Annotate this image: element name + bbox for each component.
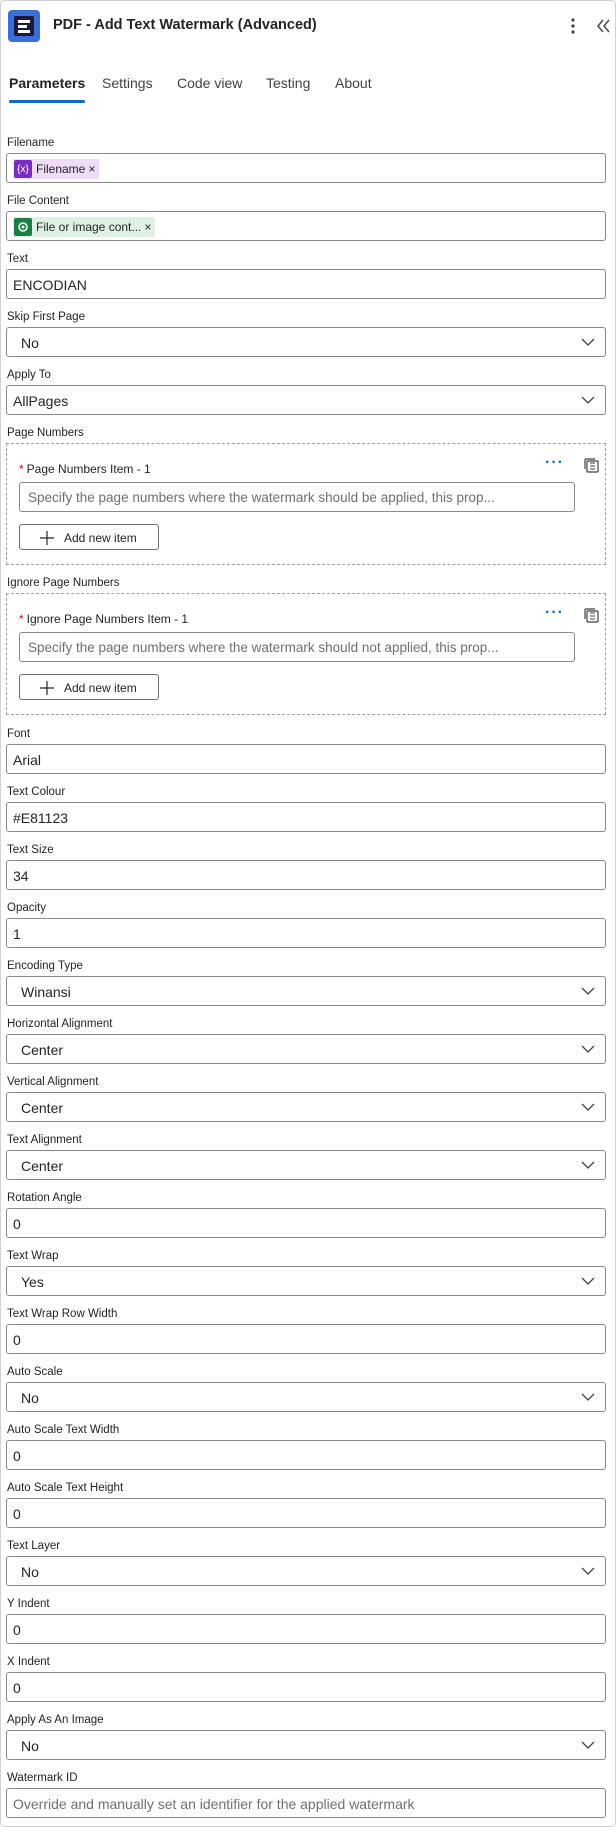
tab-about[interactable]: About: [335, 75, 372, 91]
selected-value: Center: [21, 1158, 64, 1174]
chevron-down-icon: [581, 1392, 595, 1402]
text-layer-label: Text Layer: [7, 1540, 61, 1552]
apply-to-label: Apply To: [7, 369, 51, 381]
auto-scale-text-width-input[interactable]: [6, 1440, 606, 1470]
x-indent-value: 0: [13, 1680, 21, 1696]
selected-value: No: [21, 1738, 39, 1754]
apply-as-image-select[interactable]: [6, 1730, 606, 1760]
file-content-token[interactable]: [13, 217, 155, 237]
chevron-down-icon: [581, 1044, 595, 1054]
switch-to-array-icon[interactable]: [583, 456, 601, 474]
selected-value: No: [21, 1390, 39, 1406]
auto-scale-label: Auto Scale: [7, 1366, 63, 1378]
filename-field[interactable]: [6, 153, 606, 183]
more-options-icon[interactable]: ···: [545, 454, 564, 471]
ignore-page-numbers-group: [6, 593, 606, 715]
y-indent-value: 0: [13, 1622, 21, 1638]
auto-scale-text-height-label: Auto Scale Text Height: [7, 1482, 124, 1494]
selected-value: Yes: [21, 1274, 44, 1290]
more-vertical-icon[interactable]: [567, 16, 579, 36]
auto-scale-select[interactable]: [6, 1382, 606, 1412]
page-numbers-group: [6, 443, 606, 565]
opacity-input[interactable]: [6, 918, 606, 948]
horizontal-alignment-select[interactable]: [6, 1034, 606, 1064]
text-size-value: 34: [13, 868, 29, 884]
text-alignment-select[interactable]: [6, 1150, 606, 1180]
text-wrap-select[interactable]: [6, 1266, 606, 1296]
text-value: ENCODIAN: [13, 277, 87, 293]
text-wrap-label: Text Wrap: [7, 1250, 59, 1262]
tab-parameters[interactable]: Parameters: [9, 75, 85, 99]
font-input[interactable]: [6, 744, 606, 774]
rotation-angle-input[interactable]: [6, 1208, 606, 1238]
apply-as-image-label: Apply As An Image: [7, 1714, 104, 1726]
skip-first-page-select[interactable]: [6, 327, 606, 357]
text-alignment-label: Text Alignment: [7, 1134, 82, 1146]
ignore-page-numbers-item-label: * Ignore Page Numbers Item - 1: [19, 612, 189, 626]
auto-scale-text-width-label: Auto Scale Text Width: [7, 1424, 120, 1436]
chevron-down-icon: [581, 395, 595, 405]
text-wrap-row-width-input[interactable]: [6, 1324, 606, 1354]
remove-token-icon[interactable]: ×: [144, 220, 152, 234]
auto-scale-text-height-value: 0: [13, 1506, 21, 1522]
opacity-value: 1: [13, 926, 21, 942]
token-label: Filename: [36, 162, 86, 176]
skip-first-page-label: Skip First Page: [7, 311, 85, 323]
text-wrap-row-width-label: Text Wrap Row Width: [7, 1308, 118, 1320]
selected-value: Winansi: [21, 984, 71, 1000]
text-label: Text: [7, 253, 29, 265]
font-label: Font: [7, 728, 31, 740]
rotation-angle-label: Rotation Angle: [7, 1192, 82, 1204]
tab-settings[interactable]: Settings: [102, 75, 153, 91]
x-indent-input[interactable]: [6, 1672, 606, 1702]
collapse-panel-icon[interactable]: [595, 16, 611, 36]
tab-code-view[interactable]: Code view: [177, 75, 243, 91]
tab-testing[interactable]: Testing: [266, 75, 311, 91]
horizontal-alignment-label: Horizontal Alignment: [7, 1018, 113, 1030]
x-indent-label: X Indent: [7, 1656, 50, 1668]
text-size-label: Text Size: [7, 844, 54, 856]
ignore-page-numbers-item-input[interactable]: Specify the page numbers where the watermark should not applied, this prop...: [19, 632, 575, 662]
rotation-angle-value: 0: [13, 1216, 21, 1232]
page-numbers-label: Page Numbers: [7, 427, 84, 439]
chevron-down-icon: [581, 1102, 595, 1112]
plus-icon: [40, 681, 54, 695]
chevron-down-icon: [581, 1566, 595, 1576]
chevron-down-icon: [581, 1740, 595, 1750]
text-colour-label: Text Colour: [7, 786, 66, 798]
variable-icon: {x}: [14, 160, 32, 178]
chevron-down-icon: [581, 1160, 595, 1170]
text-colour-value: #E81123: [13, 810, 69, 826]
file-content-field[interactable]: [6, 211, 606, 241]
page-numbers-item-label: * Page Numbers Item - 1: [19, 462, 151, 476]
font-value: Arial: [13, 752, 42, 768]
y-indent-input[interactable]: [6, 1614, 606, 1644]
watermark-id-placeholder: Override and manually set an identifier for the applied watermark: [13, 1796, 415, 1812]
auto-scale-text-width-value: 0: [13, 1448, 21, 1464]
panel-header: [1, 1, 615, 53]
text-input[interactable]: [6, 269, 606, 299]
text-layer-select[interactable]: [6, 1556, 606, 1586]
selected-value: Center: [21, 1042, 64, 1058]
encoding-type-select[interactable]: [6, 976, 606, 1006]
y-indent-label: Y Indent: [7, 1598, 50, 1610]
token-label: File or image cont...: [36, 220, 142, 234]
selected-value: Center: [21, 1100, 64, 1116]
panel-title: PDF - Add Text Watermark (Advanced): [53, 17, 317, 33]
add-ignore-page-number-button[interactable]: Add new item: [19, 674, 159, 700]
filename-label: Filename: [7, 137, 55, 149]
filename-token[interactable]: [13, 159, 99, 179]
page-numbers-item-input[interactable]: Specify the page numbers where the watermark should be applied, this prop...: [19, 482, 575, 512]
vertical-alignment-label: Vertical Alignment: [7, 1076, 99, 1088]
selected-value: No: [21, 1564, 39, 1580]
auto-scale-text-height-input[interactable]: [6, 1498, 606, 1528]
more-options-icon[interactable]: ···: [545, 604, 564, 621]
ignore-page-numbers-label: Ignore Page Numbers: [7, 577, 120, 589]
encodian-logo-icon: [8, 10, 40, 42]
switch-to-array-icon[interactable]: [583, 606, 601, 624]
selected-value: AllPages: [13, 393, 69, 409]
chevron-down-icon: [581, 1276, 595, 1286]
vertical-alignment-select[interactable]: [6, 1092, 606, 1122]
apply-to-select[interactable]: [6, 385, 606, 415]
encoding-type-label: Encoding Type: [7, 960, 83, 972]
dataverse-icon: [14, 218, 32, 236]
text-wrap-row-width-value: 0: [13, 1332, 21, 1348]
remove-token-icon[interactable]: ×: [88, 162, 96, 176]
plus-icon: [40, 531, 54, 545]
watermark-id-input[interactable]: [6, 1788, 606, 1818]
add-page-number-button[interactable]: Add new item: [19, 524, 159, 550]
chevron-down-icon: [581, 337, 595, 347]
opacity-label: Opacity: [7, 902, 46, 914]
file-content-label: File Content: [7, 195, 70, 207]
tab-bar: [1, 75, 615, 111]
text-colour-input[interactable]: [6, 802, 606, 832]
watermark-id-label: Watermark ID: [7, 1772, 78, 1784]
selected-value: No: [21, 335, 39, 351]
chevron-down-icon: [581, 986, 595, 996]
text-size-input[interactable]: [6, 860, 606, 890]
